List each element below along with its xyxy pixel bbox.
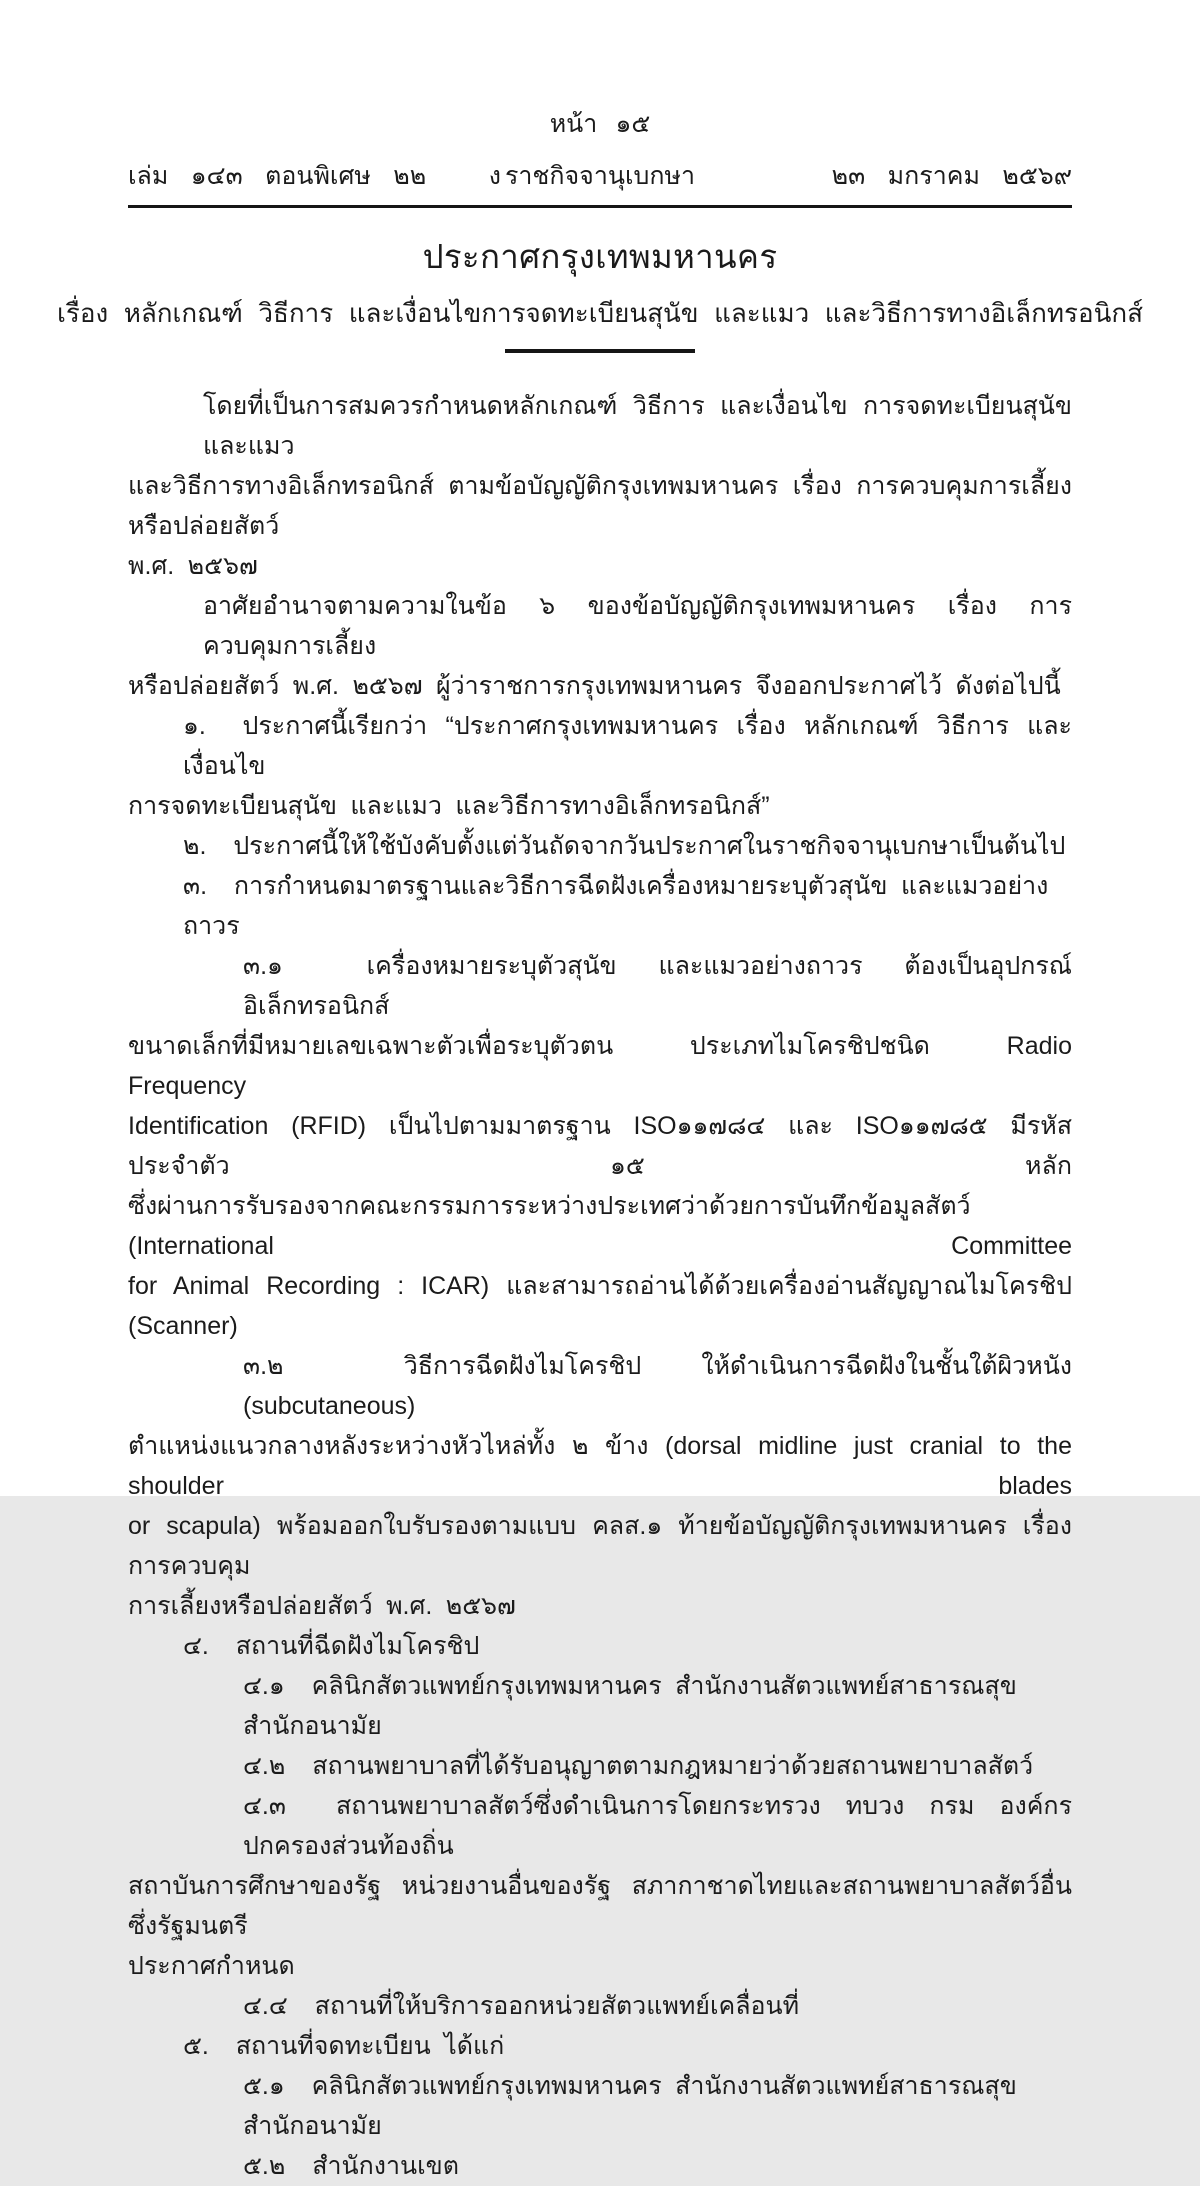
- body-line: ๕. สถานที่จดทะเบียน ได้แก่: [183, 2032, 505, 2060]
- volume-text: เล่ม ๑๔๓ ตอนพิเศษ ๒๒: [128, 162, 427, 190]
- header-rule: [128, 205, 1072, 208]
- page-number: หน้า ๑๕: [549, 110, 651, 138]
- body-line: ๒. ประกาศนี้ให้ใช้บังคับตั้งแต่วันถัดจากวันประกาศในราชกิจจานุเบกษาเป็นต้นไป: [183, 832, 1066, 860]
- publication-date: ๒๓ มกราคม ๒๕๖๙: [831, 162, 1072, 190]
- body-line: ตำแหน่งแนวกลางหลังระหว่างหัวไหล่ทั้ง ๒ ข้าง (dorsal midline just cranial to the shoulder blades: [128, 1432, 1072, 1500]
- body-line: สถาบันการศึกษาของรัฐ หน่วยงานอื่นของรัฐ สภากาชาดไทยและสถานพยาบาลสัตว์อื่น ซึ่งรัฐมนตรี: [128, 1872, 1072, 1940]
- body-line: or scapula) พร้อมออกใบรับรองตามแบบ คลส.๑ ท้ายข้อบัญญัติกรุงเทพมหานคร เรื่อง การควบคุม: [128, 1512, 1072, 1580]
- body-line: ซึ่งผ่านการรับรองจากคณะกรรมการระหว่างประเทศว่าด้วยการบันทึกข้อมูลสัตว์ (International Committee: [128, 1192, 1072, 1260]
- body-line: การเลี้ยงหรือปล่อยสัตว์ พ.ศ. ๒๕๖๗: [128, 1592, 516, 1620]
- body-line: ๔.๓ สถานพยาบาลสัตว์ซึ่งดำเนินการโดยกระทรวง ทบวง กรม องค์กรปกครองส่วนท้องถิ่น: [243, 1792, 1072, 1860]
- body-line: หรือปล่อยสัตว์ พ.ศ. ๒๕๖๗ ผู้ว่าราชการกรุงเทพมหานคร จึงออกประกาศไว้ ดังต่อไปนี้: [128, 672, 1061, 700]
- body-line: และวิธีการทางอิเล็กทรอนิกส์ ตามข้อบัญญัติกรุงเทพมหานคร เรื่อง การควบคุมการเลี้ยงหรือปล่อยสัตว์: [128, 472, 1072, 540]
- document-body: [128, 386, 1072, 2186]
- gazette-name: ราชกิจจานุเบกษา: [504, 162, 696, 190]
- body-line: ๔.๒ สถานพยาบาลที่ได้รับอนุญาตตามกฎหมายว่าด้วยสถานพยาบาลสัตว์: [243, 1752, 1034, 1780]
- body-line: พ.ศ. ๒๕๖๗: [128, 552, 258, 580]
- masthead-volume: [128, 156, 505, 196]
- body-line: ขนาดเล็กที่มีหมายเลขเฉพาะตัวเพื่อระบุตัวตน ประเภทไมโครชิปชนิด Radio Frequency: [128, 1032, 1072, 1100]
- body-line: ๕.๑ คลินิกสัตวแพทย์กรุงเทพมหานคร สำนักงานสัตวแพทย์สาธารณสุข สำนักอนามัย: [243, 2072, 1017, 2140]
- body-line: ๔.๔ สถานที่ให้บริการออกหน่วยสัตวแพทย์เคลื่อนที่: [243, 1992, 800, 2020]
- body-line: Identification (RFID) เป็นไปตามมาตรฐาน ISO๑๑๗๘๔ และ ISO๑๑๗๘๕ มีรหัสประจำตัว ๑๕ หลัก: [128, 1112, 1072, 1180]
- section-letter: ง: [488, 162, 501, 190]
- body-line: ๔.๑ คลินิกสัตวแพทย์กรุงเทพมหานคร สำนักงานสัตวแพทย์สาธารณสุข สำนักอนามัย: [243, 1672, 1017, 1740]
- body-line: ๑. ประกาศนี้เรียกว่า “ประกาศกรุงเทพมหานคร เรื่อง หลักเกณฑ์ วิธีการ และเงื่อนไข: [183, 712, 1072, 780]
- body-line: for Animal Recording : ICAR) และสามารถอ่านได้ด้วยเครื่องอ่านสัญญาณไมโครชิป (Scanner): [128, 1272, 1072, 1340]
- masthead: [128, 156, 1072, 196]
- body-line: ๓. การกำหนดมาตรฐานและวิธีการฉีดฝังเครื่องหมายระบุตัวสุนัข และแมวอย่างถาวร: [183, 872, 1049, 940]
- body-line: อาศัยอำนาจตามความในข้อ ๖ ของข้อบัญญัติกรุงเทพมหานคร เรื่อง การควบคุมการเลี้ยง: [203, 592, 1072, 660]
- body-line: ๓.๒ วิธีการฉีดฝังไมโครชิป ให้ดำเนินการฉีดฝังในชั้นใต้ผิวหนัง (subcutaneous): [243, 1352, 1072, 1420]
- body-line: ประกาศกำหนด: [128, 1952, 295, 1980]
- title-underline: [505, 349, 695, 353]
- body-line: ๓.๑ เครื่องหมายระบุตัวสุนัข และแมวอย่างถาวร ต้องเป็นอุปกรณ์อิเล็กทรอนิกส์: [243, 952, 1072, 1020]
- body-line: ๕.๒ สำนักงานเขต: [243, 2152, 459, 2180]
- body-line: ๔. สถานที่ฉีดฝังไมโครชิป: [183, 1632, 480, 1660]
- body-line: โดยที่เป็นการสมควรกำหนดหลักเกณฑ์ วิธีการ และเงื่อนไข การจดทะเบียนสุนัข และแมว: [203, 392, 1072, 460]
- document-title: ประกาศกรุงเทพมหานคร: [422, 238, 778, 275]
- document-subject: เรื่อง หลักเกณฑ์ วิธีการ และเงื่อนไขการจดทะเบียนสุนัข และแมว และวิธีการทางอิเล็กทรอนิกส์: [57, 298, 1143, 328]
- body-line: การจดทะเบียนสุนัข และแมว และวิธีการทางอิเล็กทรอนิกส์”: [128, 792, 770, 820]
